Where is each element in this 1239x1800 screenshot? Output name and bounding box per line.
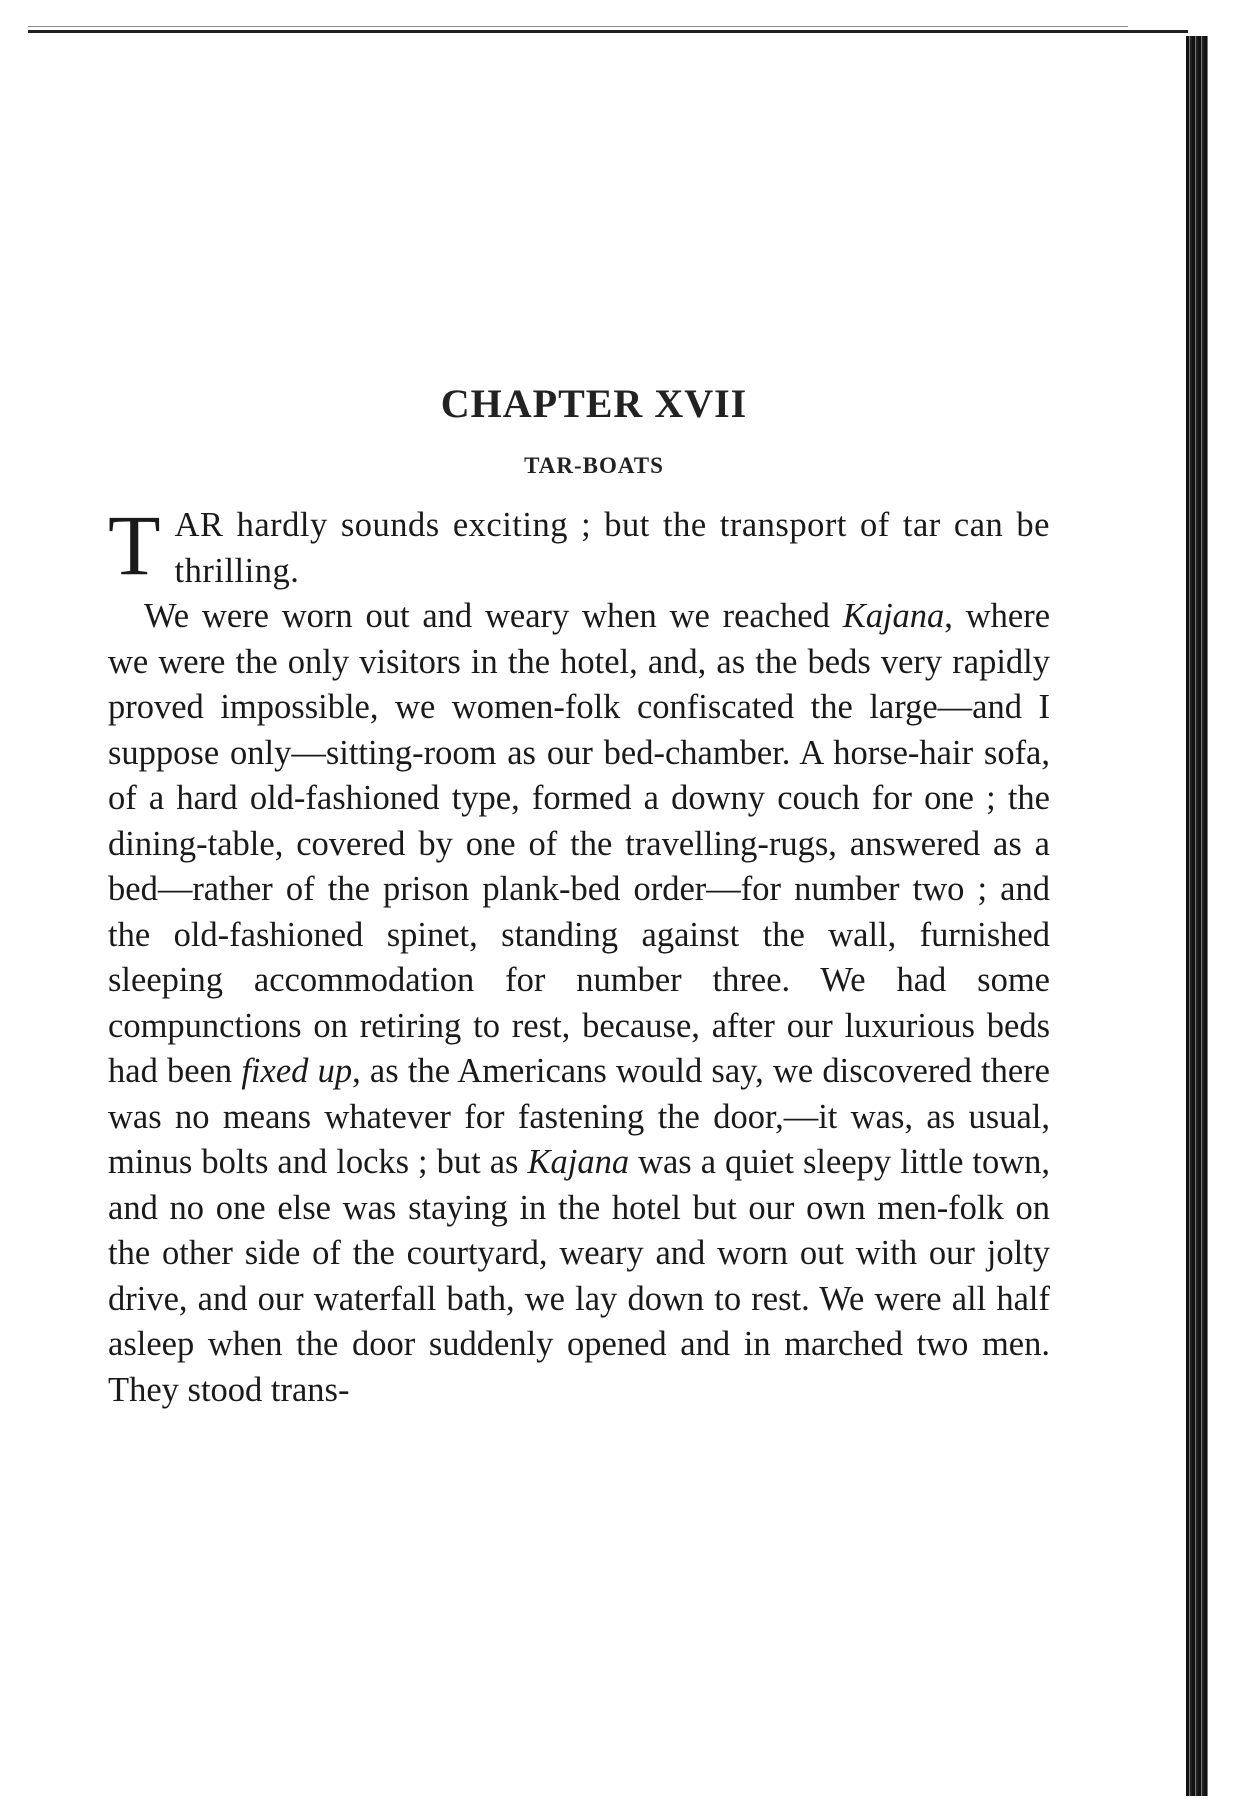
italic-text-segment: Kajana xyxy=(842,597,945,635)
paragraph-1 xyxy=(108,497,1050,594)
chapter-title: TAR-BOATS xyxy=(524,453,664,478)
top-border xyxy=(28,30,1188,33)
drop-cap: T xyxy=(108,497,161,593)
page-content xyxy=(108,380,1050,1413)
body-text xyxy=(108,497,1051,1413)
italic-text-segment: fixed up xyxy=(241,1052,353,1090)
book-edge xyxy=(1186,36,1208,1796)
chapter-heading: CHAPTER XVII xyxy=(440,381,748,426)
paragraph-1-text: AR hardly sounds exciting ; but the transport of tar can be thrilling. xyxy=(174,506,1050,590)
text-segment: We were worn out and weary when we reached xyxy=(144,597,843,635)
italic-text-segment: Kajana xyxy=(527,1143,630,1181)
top-border-thin xyxy=(28,26,1128,27)
text-segment: , as the Americans would say, we discovered there was no means whatever for fastening the door,—it was, as usual, minus bolts and locks ; but as xyxy=(108,1052,1050,1181)
text-segment: was a quiet sleepy little town, and no one else was staying in the hotel but our own men-folk on the other side of the courtyard, weary and worn out with our jolty drive, and our waterfall bath, we lay down to rest. We were all half asleep when the door suddenly opened and in marched two men. They stood trans- xyxy=(108,1143,1050,1409)
paragraph-2 xyxy=(108,594,1050,1413)
text-segment: , where we were the only visitors in the hotel, and, as the beds very rapidly proved impossible, we women-folk confiscated the large—and I suppose only—sitting-room as our bed-chamber. A horse-hair sofa, of a hard old-fashioned type, formed a downy couch for one ; the dining-table, covered by one of the travelling-rugs, answered as a bed—rather of the prison plank-bed order—for number two ; and the old-fashioned spinet, standing against the wall, furnished sleeping accommodation for number three. We had some compunctions on retiring to rest, because, after our luxurious beds had been xyxy=(108,597,1051,1090)
